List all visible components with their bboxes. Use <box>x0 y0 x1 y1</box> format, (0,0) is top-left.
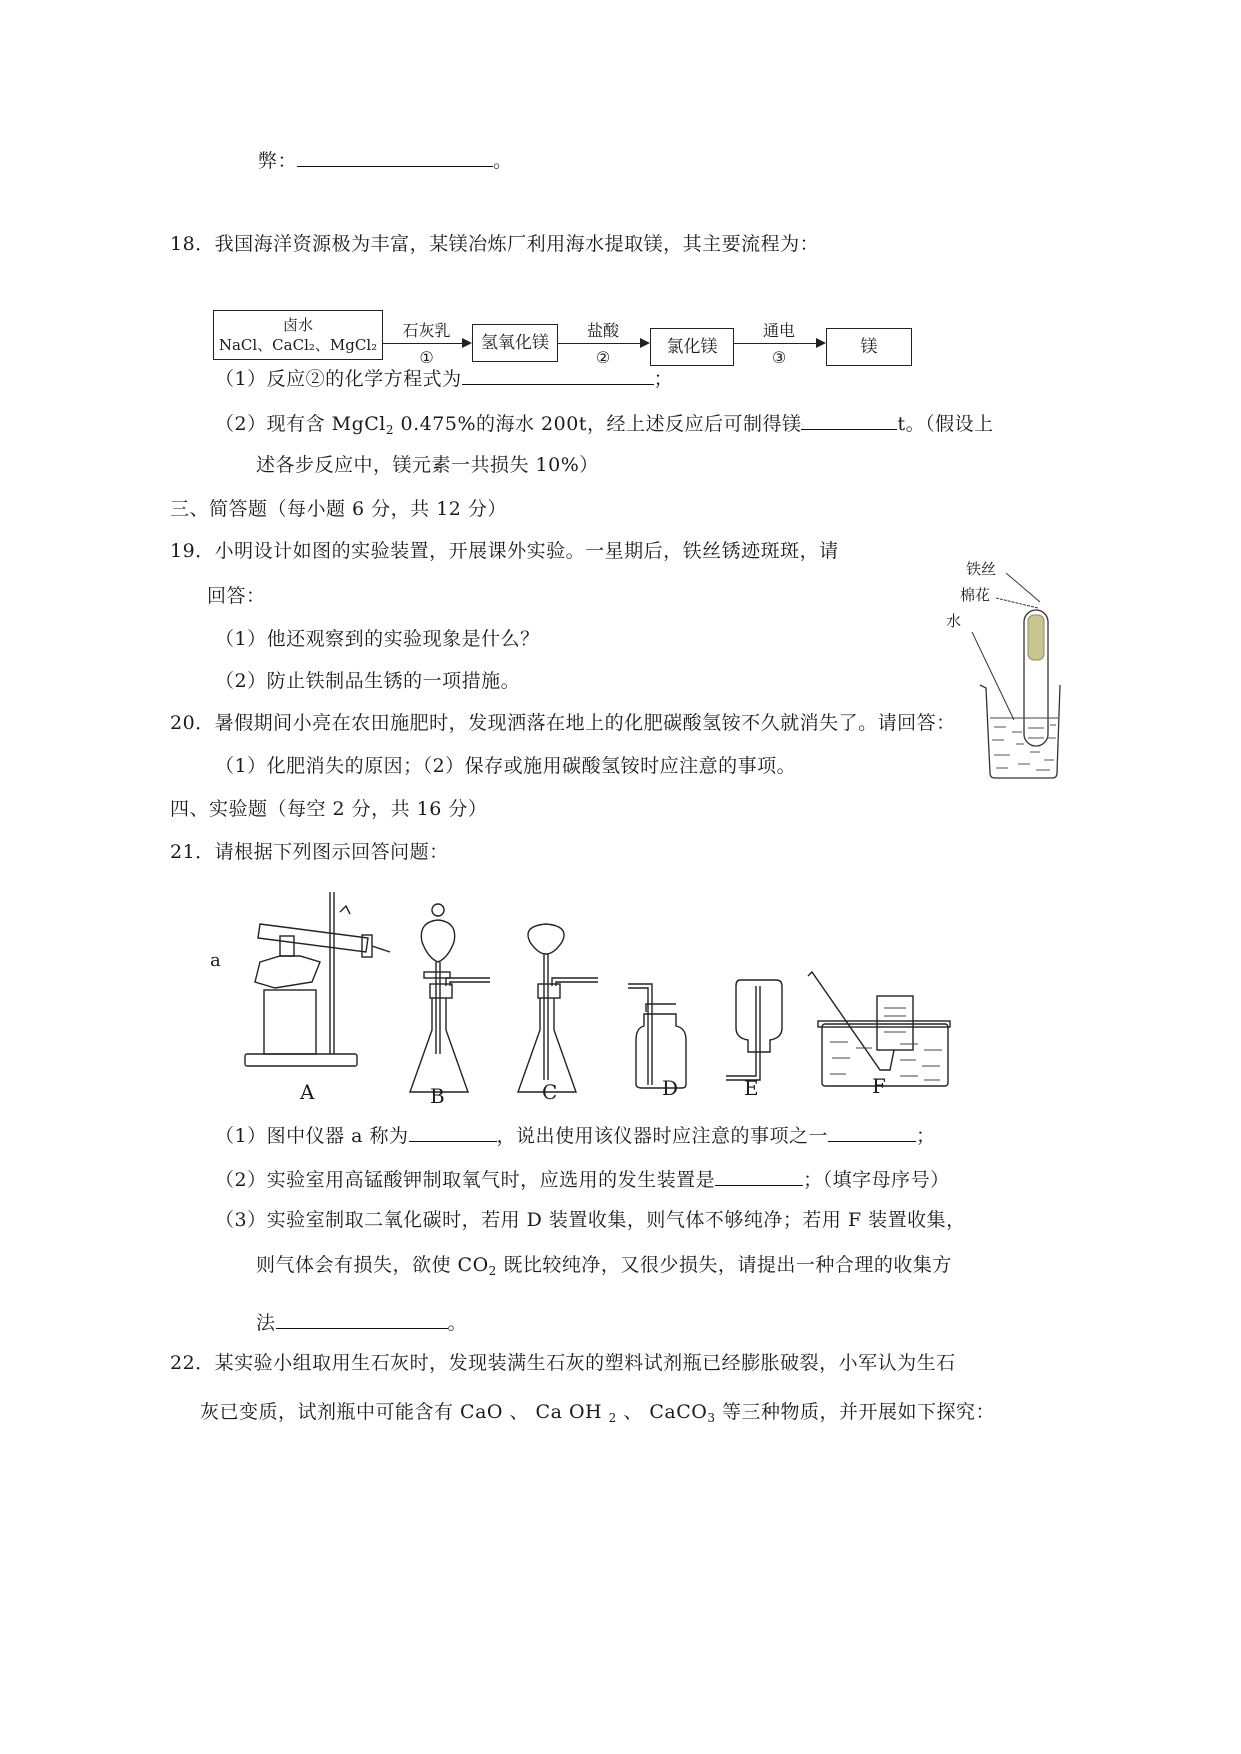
q21-sub2-text-a: （2）实验室用高锰酸钾制取氧气时，应选用的发生装置是 <box>215 1169 716 1191</box>
q20-subs: （1）化肥消失的原因；（2）保存或施用碳酸氢铵时应注意的事项。 <box>215 755 797 777</box>
q18-stem: 18．我国海洋资源极为丰富，某镁冶炼厂利用海水提取镁，其主要流程为： <box>170 233 820 255</box>
q22-line1: 22．某实验小组取用生石灰时，发现装满生石灰的塑料试剂瓶已经膨胀破裂，小军认为生石 <box>170 1352 956 1374</box>
apparatus-f-drawing <box>808 972 950 1086</box>
beaker-test-tube-diagram <box>940 560 1100 780</box>
q18-sub1-blank[interactable] <box>462 364 654 385</box>
q18-sub1 <box>215 364 673 391</box>
flow-node-mg <box>826 328 912 366</box>
q21-sub2-blank[interactable] <box>715 1165 803 1186</box>
q22-line2-text-a: 灰已变质，试剂瓶中可能含有 CaO 、 Ca OH <box>200 1401 609 1423</box>
q21-stem: 21．请根据下列图示回答问题： <box>170 841 449 863</box>
apparatus-a-drawing <box>245 892 390 1066</box>
flow-arrow-2-reagent: 盐酸 <box>586 321 619 340</box>
apparatus-label-f: F <box>872 1074 886 1098</box>
q21-sub1-text-b: ，说出使用该仪器时应注意的事项之一 <box>496 1125 829 1147</box>
q21-sub3-line2 <box>256 1253 952 1277</box>
q22-line2 <box>200 1400 995 1424</box>
apparatus-label-a: A <box>300 1080 315 1104</box>
q18-sub2-subscript: 2 <box>385 423 395 437</box>
q19-sub1: （1）他还观察到的实验现象是什么？ <box>215 628 540 650</box>
q18-sub2-cont: 述各步反应中，镁元素一共损失 10%） <box>256 454 599 476</box>
q18-sub2 <box>215 409 994 436</box>
q17-prefix: 弊： <box>258 150 298 172</box>
pointer-label-a: a <box>210 950 221 971</box>
q19-stem-line2: 回答： <box>207 585 266 607</box>
q22-line2-text-b: 、 CaCO <box>616 1401 708 1423</box>
q21-sub1-blank-2[interactable] <box>828 1121 916 1142</box>
apparatus-c-drawing <box>518 924 598 1092</box>
apparatus-b-drawing <box>410 904 490 1092</box>
flow-arrow-3-reagent: 通电 <box>762 321 795 340</box>
apparatus-label-c: C <box>542 1080 558 1104</box>
apparatus-d-drawing <box>628 984 686 1088</box>
rust-experiment-figure <box>940 560 1100 780</box>
flow-node-mg-label: 镁 <box>860 337 878 357</box>
q19-stem-line1: 19．小明设计如图的实验装置，开展课外实验。一星期后，铁丝锈迹斑斑，请 <box>170 540 839 562</box>
label-iron-wire: 铁丝 <box>966 560 997 578</box>
q21-sub1 <box>215 1121 936 1148</box>
q17-answer-line <box>258 146 513 173</box>
apparatus-label-b: B <box>430 1084 445 1108</box>
flow-node-mg-chloride <box>650 328 734 366</box>
q21-sub3-text-b: 既比较纯净，又很少损失，请提出一种合理的收集方 <box>496 1254 952 1276</box>
q17-suffix: 。 <box>493 150 513 172</box>
q21-sub1-text-a: （1）图中仪器 a 称为 <box>215 1125 409 1147</box>
q21-sub3-subscript: 2 <box>488 1264 497 1278</box>
flow-arrow-1-step: ① <box>419 348 434 367</box>
q21-sub3-text-a: 则气体会有损失，欲使 CO <box>256 1254 489 1276</box>
flow-arrow-1 <box>383 343 470 344</box>
apparatus-label-d: D <box>662 1076 679 1100</box>
label-cotton: 棉花 <box>960 586 991 604</box>
flow-node-brine-formula: NaCl、CaCl₂、MgCl₂ <box>218 336 378 354</box>
apparatus-e-drawing <box>726 980 782 1080</box>
apparatus-label-e: E <box>744 1076 759 1100</box>
section4-title: 四、实验题（每空 2 分，共 16 分） <box>170 798 488 820</box>
label-water: 水 <box>946 612 962 630</box>
q21-sub1-blank-1[interactable] <box>409 1121 497 1142</box>
q18-sub1-suffix: ； <box>653 368 674 390</box>
q21-sub3-line3 <box>256 1308 467 1335</box>
flow-node-mg-hydroxide <box>472 324 558 362</box>
q22-subscript-2: 3 <box>707 1411 716 1425</box>
q17-blank[interactable] <box>297 146 493 167</box>
flow-node-brine-title: 卤水 <box>282 316 313 334</box>
q18-sub2-text-a: （2）现有含 MgCl <box>215 413 386 435</box>
flow-arrow-3 <box>734 343 824 344</box>
q21-sub3-method-label: 法 <box>256 1312 276 1334</box>
section3-title: 三、简答题（每小题 6 分，共 12 分） <box>170 498 507 520</box>
q18-sub2-suffix: t。（假设上 <box>897 413 994 435</box>
flow-arrow-3-step: ③ <box>771 348 787 367</box>
q21-sub3-blank[interactable] <box>276 1308 448 1329</box>
q22-subscript-1: 2 <box>608 1411 617 1425</box>
q19-sub2: （2）防止铁制品生锈的一项措施。 <box>215 670 521 692</box>
q21-sub3-line1: （3）实验室制取二氧化碳时，若用 D 装置收集，则气体不够纯净；若用 F 装置收集， <box>215 1209 966 1231</box>
q18-sub1-text: （1）反应②的化学方程式为 <box>215 368 462 390</box>
q21-sub1-text-c: ； <box>916 1125 936 1147</box>
flow-arrow-2 <box>558 343 648 344</box>
flow-arrow-1-reagent: 石灰乳 <box>402 321 451 340</box>
flow-arrow-2-step: ② <box>595 348 611 367</box>
q21-sub3-suffix: 。 <box>447 1312 468 1334</box>
apparatus-drawings <box>200 880 960 1110</box>
q18-sub2-blank[interactable] <box>801 409 897 430</box>
q21-sub2 <box>215 1165 950 1192</box>
flow-node-mg-hydroxide-label: 氢氧化镁 <box>481 333 549 353</box>
q21-sub2-text-b: ；（填字母序号） <box>803 1169 950 1191</box>
apparatus-figure <box>200 880 960 1110</box>
q18-sub2-text-b: 0.475%的海水 200t，经上述反应后可制得镁 <box>394 413 802 435</box>
flow-node-mg-chloride-label: 氯化镁 <box>666 337 718 357</box>
q22-line2-text-c: 等三种物质，并开展如下探究： <box>715 1401 996 1423</box>
flow-node-brine <box>213 310 383 360</box>
q20-stem: 20．暑假期间小亮在农田施肥时，发现洒落在地上的化肥碳酸氢铵不久就消失了。请回答： <box>170 712 956 734</box>
